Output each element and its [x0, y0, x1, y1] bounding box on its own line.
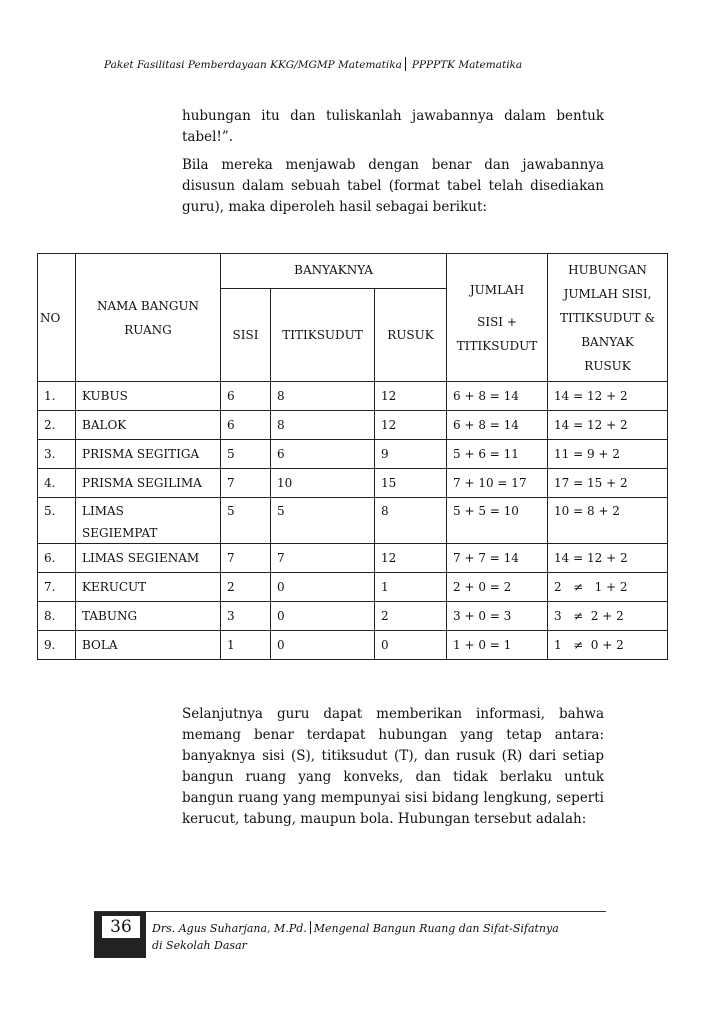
cell-nama-line2: SEGIEMPAT	[82, 526, 158, 540]
header-rusuk: RUSUK	[375, 289, 447, 382]
header-jumlah-line3: TITIKSUDUT	[456, 338, 538, 353]
cell-rusuk: 12	[375, 382, 447, 411]
cell-jumlah: 7 + 7 = 14	[447, 544, 548, 573]
cell-titiksudut: 8	[271, 382, 375, 411]
header-nama-line2: RUANG	[124, 322, 172, 337]
header-jumlah	[447, 254, 548, 382]
cell-hubungan: 14 = 12 + 2	[548, 544, 668, 573]
header-no: NO	[38, 254, 76, 382]
cell-nama: BALOK	[76, 411, 221, 440]
cell-hubungan: 2 ≠ 1 + 2	[548, 573, 668, 602]
table-row	[38, 573, 668, 602]
paragraph-1: hubungan itu dan tuliskanlah jawabannya dalam bentuk tabel!”.	[182, 108, 604, 145]
cell-hubungan: 3 ≠ 2 + 2	[548, 602, 668, 631]
header-hubungan-line3: TITIKSUDUT &	[560, 310, 656, 325]
header-banyaknya: BANYAKNYA	[221, 254, 447, 289]
header-titiksudut: TITIKSUDUT	[271, 289, 375, 382]
header-hubungan-line5: RUSUK	[584, 358, 631, 373]
page-number: 36	[102, 916, 140, 938]
cell-no: 6.	[38, 544, 76, 573]
footer-author: Drs. Agus Suharjana, M.Pd.	[152, 922, 307, 935]
cell-titiksudut: 0	[271, 573, 375, 602]
header-jumlah-line2: SISI +	[477, 314, 517, 329]
header-right: PPPPTK Matematika	[411, 59, 523, 71]
cell-jumlah: 6 + 8 = 14	[447, 382, 548, 411]
cell-hubungan: 11 = 9 + 2	[548, 440, 668, 469]
cell-titiksudut: 8	[271, 411, 375, 440]
paragraph-3: Selanjutnya guru dapat memberikan informasi, bahwa memang benar terdapat hubungan yang tetap antara: banyaknya sisi (S), titiksudut (T), dan rusuk (R) dari setiap bangun ruang yang konveks, dan tidak berlaku untuk bangun ruang yang mempunyai sisi bidang lengkung, seperti kerucut, tabung, maupun bola. Hubungan tersebut adalah:	[182, 706, 604, 827]
table-row	[38, 631, 668, 660]
cell-nama: PRISMA SEGILIMA	[76, 469, 221, 498]
table-row	[38, 411, 668, 440]
cell-no: 5.	[38, 498, 76, 544]
table-row	[38, 469, 668, 498]
cell-nama: KERUCUT	[76, 573, 221, 602]
cell-hubungan: 14 = 12 + 2	[548, 382, 668, 411]
table-row	[38, 544, 668, 573]
cell-nama: TABUNG	[76, 602, 221, 631]
cell-no: 8.	[38, 602, 76, 631]
cell-no: 4.	[38, 469, 76, 498]
cell-hubungan: 17 = 15 + 2	[548, 469, 668, 498]
cell-rusuk: 9	[375, 440, 447, 469]
cell-jumlah: 6 + 8 = 14	[447, 411, 548, 440]
paragraph-2: Bila mereka menjawab dengan benar dan jawabannya disusun dalam sebuah tabel (format tabel telah disediakan guru), maka diperoleh hasil sebagai berikut:	[182, 157, 604, 215]
cell-sisi: 7	[221, 544, 271, 573]
footer-text	[152, 920, 559, 954]
cell-titiksudut: 0	[271, 631, 375, 660]
cell-nama: LIMAS SEGIENAM	[76, 544, 221, 573]
cell-jumlah: 7 + 10 = 17	[447, 469, 548, 498]
cell-sisi: 6	[221, 382, 271, 411]
cell-nama: BOLA	[76, 631, 221, 660]
cell-rusuk: 12	[375, 544, 447, 573]
running-header	[104, 57, 522, 71]
cell-no: 9.	[38, 631, 76, 660]
table-row	[38, 498, 668, 544]
page-number-box	[94, 912, 146, 958]
footer-divider	[94, 911, 606, 912]
cell-sisi: 2	[221, 573, 271, 602]
cell-sisi: 6	[221, 411, 271, 440]
cell-no: 1.	[38, 382, 76, 411]
cell-rusuk: 15	[375, 469, 447, 498]
cell-hubungan: 10 = 8 + 2	[548, 498, 668, 544]
header-nama-line1: NAMA BANGUN	[96, 298, 200, 313]
cell-nama: PRISMA SEGITIGA	[76, 440, 221, 469]
cell-rusuk: 12	[375, 411, 447, 440]
table-row	[38, 602, 668, 631]
cell-titiksudut: 10	[271, 469, 375, 498]
header-jumlah-line1: JUMLAH	[469, 282, 525, 297]
cell-sisi: 3	[221, 602, 271, 631]
cell-nama-line1: LIMAS	[82, 504, 124, 518]
header-sisi: SISI	[221, 289, 271, 382]
footer-line-1	[152, 920, 559, 937]
header-left: Paket Fasilitasi Pemberdayaan KKG/MGMP Matematika	[104, 59, 402, 71]
cell-rusuk: 0	[375, 631, 447, 660]
cell-no: 3.	[38, 440, 76, 469]
footer-title: Mengenal Bangun Ruang dan Sifat-Sifatnya	[313, 922, 559, 935]
cell-sisi: 1	[221, 631, 271, 660]
cell-nama: KUBUS	[76, 382, 221, 411]
cell-jumlah: 5 + 5 = 10	[447, 498, 548, 544]
table-row	[38, 440, 668, 469]
cell-no: 2.	[38, 411, 76, 440]
cell-titiksudut: 7	[271, 544, 375, 573]
cell-titiksudut: 6	[271, 440, 375, 469]
cell-rusuk: 2	[375, 602, 447, 631]
cell-hubungan: 14 = 12 + 2	[548, 411, 668, 440]
cell-jumlah: 5 + 6 = 11	[447, 440, 548, 469]
cell-nama	[76, 498, 221, 544]
cell-jumlah: 3 + 0 = 3	[447, 602, 548, 631]
cell-hubungan: 1 ≠ 0 + 2	[548, 631, 668, 660]
cell-titiksudut: 0	[271, 602, 375, 631]
header-hubungan	[548, 254, 668, 382]
header-separator	[405, 57, 406, 71]
table-row	[38, 382, 668, 411]
cell-jumlah: 1 + 0 = 1	[447, 631, 548, 660]
footer-separator	[310, 921, 311, 934]
cell-sisi: 7	[221, 469, 271, 498]
cell-sisi: 5	[221, 440, 271, 469]
header-nama	[76, 254, 221, 382]
header-hubungan-line4: BANYAK	[581, 334, 634, 349]
header-hubungan-line2: JUMLAH SISI,	[563, 286, 652, 301]
cell-jumlah: 2 + 0 = 2	[447, 573, 548, 602]
cell-rusuk: 8	[375, 498, 447, 544]
cell-rusuk: 1	[375, 573, 447, 602]
data-table	[37, 253, 668, 660]
cell-no: 7.	[38, 573, 76, 602]
header-hubungan-line1: HUBUNGAN	[568, 262, 647, 277]
cell-titiksudut: 5	[271, 498, 375, 544]
cell-sisi: 5	[221, 498, 271, 544]
footer-line-2: di Sekolah Dasar	[152, 939, 247, 952]
